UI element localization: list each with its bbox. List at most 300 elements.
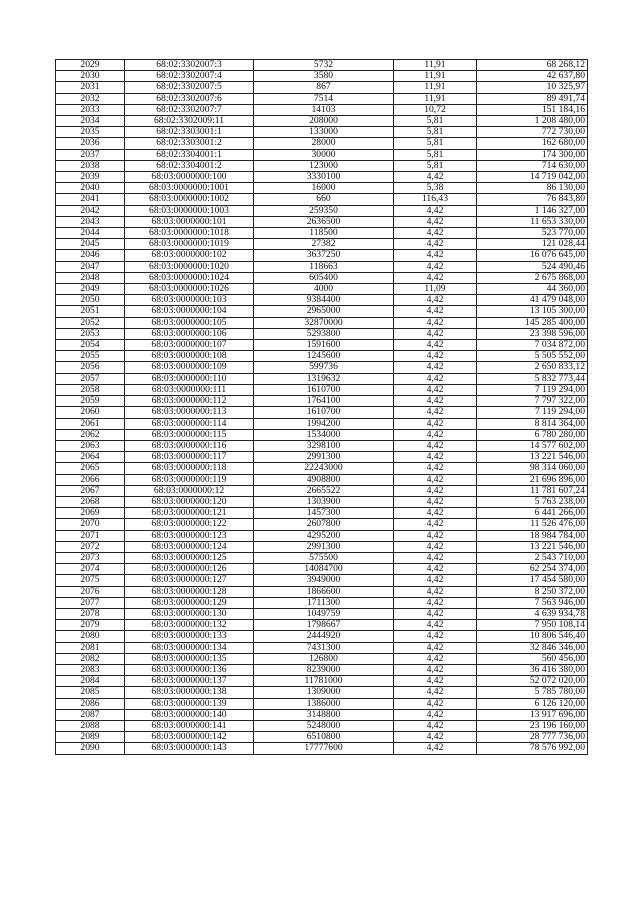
area-cell: 123000 (254, 160, 394, 171)
rate-cell: 4,42 (394, 216, 477, 227)
rate-cell: 4,42 (394, 250, 477, 261)
cadastral-number-cell: 68:03:0000000:123 (125, 530, 254, 541)
cadastral-number-cell: 68:03:0000000:124 (125, 541, 254, 552)
row-number-cell: 2046 (56, 250, 125, 261)
row-number-cell: 2047 (56, 261, 125, 272)
value-cell: 13 221 546,00 (477, 452, 588, 463)
area-cell: 2965000 (254, 306, 394, 317)
area-cell: 5248000 (254, 720, 394, 731)
row-number-cell: 2062 (56, 429, 125, 440)
table-row (56, 687, 588, 698)
cadastral-number-cell: 68:03:0000000:116 (125, 440, 254, 451)
row-number-cell: 2070 (56, 519, 125, 530)
row-number-cell: 2049 (56, 284, 125, 295)
rate-cell: 4,42 (394, 239, 477, 250)
value-cell: 76 843,80 (477, 194, 588, 205)
table-row (56, 239, 588, 250)
cadastral-number-cell: 68:03:0000000:1001 (125, 183, 254, 194)
cadastral-value-table (55, 59, 588, 755)
rate-cell: 4,42 (394, 205, 477, 216)
area-cell: 575500 (254, 552, 394, 563)
area-cell: 1798667 (254, 620, 394, 631)
table-row (56, 261, 588, 272)
value-cell: 6 780 280,00 (477, 429, 588, 440)
area-cell: 3330100 (254, 172, 394, 183)
rate-cell: 4,42 (394, 407, 477, 418)
cadastral-number-cell: 68:03:0000000:126 (125, 564, 254, 575)
row-number-cell: 2057 (56, 373, 125, 384)
cadastral-number-cell: 68:03:0000000:108 (125, 351, 254, 362)
cadastral-number-cell: 68:03:0000000:141 (125, 720, 254, 731)
area-cell: 1245600 (254, 351, 394, 362)
table-row (56, 138, 588, 149)
area-cell: 32870000 (254, 317, 394, 328)
cadastral-number-cell: 68:02:3302007:5 (125, 82, 254, 93)
area-cell: 118500 (254, 228, 394, 239)
row-number-cell: 2054 (56, 340, 125, 351)
area-cell: 1049759 (254, 608, 394, 619)
cadastral-number-cell: 68:03:0000000:133 (125, 631, 254, 642)
value-cell: 10 325,97 (477, 82, 588, 93)
area-cell: 3580 (254, 71, 394, 82)
rate-cell: 4,42 (394, 586, 477, 597)
area-cell: 2665522 (254, 485, 394, 496)
cadastral-number-cell: 68:03:0000000:111 (125, 384, 254, 395)
row-number-cell: 2080 (56, 631, 125, 642)
cadastral-number-cell: 68:03:0000000:1020 (125, 261, 254, 272)
cadastral-number-cell: 68:03:0000000:120 (125, 496, 254, 507)
area-cell: 1319632 (254, 373, 394, 384)
value-cell: 13 221 546,00 (477, 541, 588, 552)
table-row (56, 530, 588, 541)
cadastral-number-cell: 68:03:0000000:105 (125, 317, 254, 328)
area-cell: 3148800 (254, 709, 394, 720)
rate-cell: 4,42 (394, 508, 477, 519)
rate-cell: 4,42 (394, 351, 477, 362)
table-row (56, 396, 588, 407)
row-number-cell: 2050 (56, 295, 125, 306)
table-row (56, 732, 588, 743)
rate-cell: 4,42 (394, 228, 477, 239)
area-cell: 605400 (254, 272, 394, 283)
area-cell: 2444920 (254, 631, 394, 642)
value-cell: 2 675 868,00 (477, 272, 588, 283)
table-row (56, 407, 588, 418)
value-cell: 8 250 372,00 (477, 586, 588, 597)
rate-cell: 5,81 (394, 127, 477, 138)
table-row (56, 373, 588, 384)
row-number-cell: 2065 (56, 463, 125, 474)
cadastral-number-cell: 68:03:0000000:101 (125, 216, 254, 227)
value-cell: 32 846 346,00 (477, 642, 588, 653)
table-row (56, 485, 588, 496)
table-row (56, 93, 588, 104)
row-number-cell: 2039 (56, 172, 125, 183)
area-cell: 4000 (254, 284, 394, 295)
area-cell: 1303900 (254, 496, 394, 507)
rate-cell: 4,42 (394, 418, 477, 429)
row-number-cell: 2086 (56, 698, 125, 709)
rate-cell: 4,42 (394, 552, 477, 563)
value-cell: 7 119 294,00 (477, 384, 588, 395)
row-number-cell: 2089 (56, 732, 125, 743)
cadastral-number-cell: 68:03:0000000:104 (125, 306, 254, 317)
row-number-cell: 2059 (56, 396, 125, 407)
value-cell: 13 917 696,00 (477, 709, 588, 720)
area-cell: 1386000 (254, 698, 394, 709)
area-cell: 5293800 (254, 328, 394, 339)
row-number-cell: 2052 (56, 317, 125, 328)
value-cell: 86 130,00 (477, 183, 588, 194)
row-number-cell: 2084 (56, 676, 125, 687)
cadastral-number-cell: 68:03:0000000:129 (125, 597, 254, 608)
row-number-cell: 2058 (56, 384, 125, 395)
area-cell: 126800 (254, 653, 394, 664)
rate-cell: 4,42 (394, 261, 477, 272)
value-cell: 151 184,16 (477, 104, 588, 115)
table-row (56, 496, 588, 507)
rate-cell: 4,42 (394, 642, 477, 653)
table-row (56, 340, 588, 351)
table-row (56, 60, 588, 71)
value-cell: 174 300,00 (477, 149, 588, 160)
rate-cell: 4,42 (394, 743, 477, 754)
rate-cell: 4,42 (394, 440, 477, 451)
value-cell: 8 814 364,00 (477, 418, 588, 429)
cadastral-number-cell: 68:03:0000000:114 (125, 418, 254, 429)
rate-cell: 4,42 (394, 676, 477, 687)
row-number-cell: 2087 (56, 709, 125, 720)
area-cell: 1610700 (254, 384, 394, 395)
rate-cell: 5,81 (394, 138, 477, 149)
table-row (56, 228, 588, 239)
table-row (56, 351, 588, 362)
table-row (56, 429, 588, 440)
cadastral-number-cell: 68:02:3303001:2 (125, 138, 254, 149)
table-row (56, 328, 588, 339)
table-row (56, 250, 588, 261)
row-number-cell: 2033 (56, 104, 125, 115)
value-cell: 11 653 330,00 (477, 216, 588, 227)
cadastral-number-cell: 68:03:0000000:125 (125, 552, 254, 563)
row-number-cell: 2044 (56, 228, 125, 239)
table-row (56, 676, 588, 687)
area-cell: 660 (254, 194, 394, 205)
table-row (56, 216, 588, 227)
area-cell: 28000 (254, 138, 394, 149)
value-cell: 162 680,00 (477, 138, 588, 149)
value-cell: 5 785 780,00 (477, 687, 588, 698)
cadastral-number-cell: 68:02:3302007:4 (125, 71, 254, 82)
rate-cell: 4,42 (394, 272, 477, 283)
row-number-cell: 2071 (56, 530, 125, 541)
cadastral-number-cell: 68:03:0000000:135 (125, 653, 254, 664)
cadastral-number-cell: 68:03:0000000:137 (125, 676, 254, 687)
area-cell: 1457300 (254, 508, 394, 519)
value-cell: 11 781 607,24 (477, 485, 588, 496)
value-cell: 4 639 934,78 (477, 608, 588, 619)
value-cell: 18 984 784,00 (477, 530, 588, 541)
table-row (56, 541, 588, 552)
area-cell: 2991300 (254, 541, 394, 552)
value-cell: 1 208 480,00 (477, 116, 588, 127)
cadastral-number-cell: 68:03:0000000:113 (125, 407, 254, 418)
cadastral-number-cell: 68:03:0000000:1002 (125, 194, 254, 205)
rate-cell: 4,42 (394, 362, 477, 373)
value-cell: 7 563 946,00 (477, 597, 588, 608)
table-row (56, 384, 588, 395)
row-number-cell: 2030 (56, 71, 125, 82)
table-row (56, 575, 588, 586)
table-row (56, 463, 588, 474)
table-row (56, 440, 588, 451)
cadastral-number-cell: 68:03:0000000:142 (125, 732, 254, 743)
value-cell: 62 254 374,00 (477, 564, 588, 575)
value-cell: 1 146 327,00 (477, 205, 588, 216)
row-number-cell: 2053 (56, 328, 125, 339)
table-row (56, 664, 588, 675)
value-cell: 523 770,00 (477, 228, 588, 239)
row-number-cell: 2079 (56, 620, 125, 631)
value-cell: 2 650 833,12 (477, 362, 588, 373)
area-cell: 30000 (254, 149, 394, 160)
area-cell: 1866600 (254, 586, 394, 597)
area-cell: 1309000 (254, 687, 394, 698)
area-cell: 8239000 (254, 664, 394, 675)
row-number-cell: 2077 (56, 597, 125, 608)
table-row (56, 317, 588, 328)
rate-cell: 4,42 (394, 306, 477, 317)
rate-cell: 11,91 (394, 82, 477, 93)
row-number-cell: 2041 (56, 194, 125, 205)
area-cell: 1534000 (254, 429, 394, 440)
rate-cell: 4,42 (394, 474, 477, 485)
table-row (56, 620, 588, 631)
cadastral-number-cell: 68:03:0000000:12 (125, 485, 254, 496)
row-number-cell: 2037 (56, 149, 125, 160)
row-number-cell: 2082 (56, 653, 125, 664)
value-cell: 560 456,00 (477, 653, 588, 664)
table-row (56, 586, 588, 597)
cadastral-number-cell: 68:03:0000000:1003 (125, 205, 254, 216)
area-cell: 14084700 (254, 564, 394, 575)
value-cell: 21 696 896,00 (477, 474, 588, 485)
row-number-cell: 2056 (56, 362, 125, 373)
cadastral-number-cell: 68:03:0000000:112 (125, 396, 254, 407)
row-number-cell: 2048 (56, 272, 125, 283)
rate-cell: 4,42 (394, 608, 477, 619)
cadastral-number-cell: 68:03:0000000:106 (125, 328, 254, 339)
value-cell: 6 441 266,00 (477, 508, 588, 519)
row-number-cell: 2042 (56, 205, 125, 216)
row-number-cell: 2045 (56, 239, 125, 250)
area-cell: 2991300 (254, 452, 394, 463)
table-row (56, 709, 588, 720)
cadastral-number-cell: 68:03:0000000:121 (125, 508, 254, 519)
area-cell: 3298100 (254, 440, 394, 451)
cadastral-number-cell: 68:03:0000000:143 (125, 743, 254, 754)
value-cell: 2 543 710,00 (477, 552, 588, 563)
row-number-cell: 2066 (56, 474, 125, 485)
value-cell: 10 806 546,40 (477, 631, 588, 642)
rate-cell: 11,91 (394, 93, 477, 104)
value-cell: 6 126 120,00 (477, 698, 588, 709)
row-number-cell: 2075 (56, 575, 125, 586)
row-number-cell: 2067 (56, 485, 125, 496)
row-number-cell: 2068 (56, 496, 125, 507)
row-number-cell: 2055 (56, 351, 125, 362)
cadastral-number-cell: 68:02:3302007:6 (125, 93, 254, 104)
cadastral-number-cell: 68:03:0000000:1019 (125, 239, 254, 250)
table-body (56, 60, 588, 755)
table-row (56, 284, 588, 295)
value-cell: 13 105 300,00 (477, 306, 588, 317)
area-cell: 208000 (254, 116, 394, 127)
cadastral-number-cell: 68:03:0000000:136 (125, 664, 254, 675)
cadastral-number-cell: 68:03:0000000:103 (125, 295, 254, 306)
rate-cell: 4,42 (394, 631, 477, 642)
rate-cell: 4,42 (394, 620, 477, 631)
area-cell: 3637250 (254, 250, 394, 261)
area-cell: 1610700 (254, 407, 394, 418)
cadastral-number-cell: 68:03:0000000:1018 (125, 228, 254, 239)
cadastral-number-cell: 68:03:0000000:139 (125, 698, 254, 709)
table-row (56, 306, 588, 317)
table-row (56, 552, 588, 563)
area-cell: 1711300 (254, 597, 394, 608)
value-cell: 52 072 020,00 (477, 676, 588, 687)
rate-cell: 4,42 (394, 373, 477, 384)
area-cell: 118663 (254, 261, 394, 272)
area-cell: 2607800 (254, 519, 394, 530)
rate-cell: 4,42 (394, 429, 477, 440)
rate-cell: 4,42 (394, 732, 477, 743)
table-row (56, 183, 588, 194)
value-cell: 121 028,44 (477, 239, 588, 250)
row-number-cell: 2061 (56, 418, 125, 429)
rate-cell: 4,42 (394, 384, 477, 395)
value-cell: 145 285 400,00 (477, 317, 588, 328)
row-number-cell: 2081 (56, 642, 125, 653)
area-cell: 7431300 (254, 642, 394, 653)
value-cell: 16 076 645,00 (477, 250, 588, 261)
table-row (56, 205, 588, 216)
area-cell: 7514 (254, 93, 394, 104)
rate-cell: 4,42 (394, 452, 477, 463)
cadastral-number-cell: 68:03:0000000:134 (125, 642, 254, 653)
cadastral-number-cell: 68:03:0000000:132 (125, 620, 254, 631)
row-number-cell: 2090 (56, 743, 125, 754)
value-cell: 7 119 294,00 (477, 407, 588, 418)
cadastral-number-cell: 68:03:0000000:119 (125, 474, 254, 485)
rate-cell: 4,42 (394, 485, 477, 496)
table-row (56, 698, 588, 709)
rate-cell: 4,42 (394, 653, 477, 664)
area-cell: 599736 (254, 362, 394, 373)
area-cell: 11781000 (254, 676, 394, 687)
table-row (56, 194, 588, 205)
area-cell: 867 (254, 82, 394, 93)
table-row (56, 631, 588, 642)
rate-cell: 4,42 (394, 317, 477, 328)
row-number-cell: 2063 (56, 440, 125, 451)
table-row (56, 608, 588, 619)
value-cell: 17 454 580,00 (477, 575, 588, 586)
table-row (56, 519, 588, 530)
cadastral-number-cell: 68:02:3302007:7 (125, 104, 254, 115)
value-cell: 5 763 238,00 (477, 496, 588, 507)
row-number-cell: 2078 (56, 608, 125, 619)
table-row (56, 116, 588, 127)
table-row (56, 127, 588, 138)
area-cell: 4908800 (254, 474, 394, 485)
cadastral-number-cell: 68:03:0000000:140 (125, 709, 254, 720)
cadastral-number-cell: 68:03:0000000:100 (125, 172, 254, 183)
value-cell: 89 491,74 (477, 93, 588, 104)
area-cell: 9384400 (254, 295, 394, 306)
rate-cell: 4,42 (394, 463, 477, 474)
rate-cell: 10,72 (394, 104, 477, 115)
rate-cell: 4,42 (394, 328, 477, 339)
row-number-cell: 2072 (56, 541, 125, 552)
row-number-cell: 2043 (56, 216, 125, 227)
area-cell: 27382 (254, 239, 394, 250)
rate-cell: 5,81 (394, 116, 477, 127)
table-row (56, 362, 588, 373)
value-cell: 98 314 060,00 (477, 463, 588, 474)
area-cell: 3949000 (254, 575, 394, 586)
row-number-cell: 2038 (56, 160, 125, 171)
row-number-cell: 2036 (56, 138, 125, 149)
row-number-cell: 2040 (56, 183, 125, 194)
value-cell: 14 719 042,00 (477, 172, 588, 183)
table-row (56, 418, 588, 429)
cadastral-number-cell: 68:03:0000000:128 (125, 586, 254, 597)
cadastral-number-cell: 68:03:0000000:118 (125, 463, 254, 474)
table-row (56, 295, 588, 306)
rate-cell: 4,42 (394, 295, 477, 306)
rate-cell: 4,42 (394, 597, 477, 608)
rate-cell: 11,91 (394, 71, 477, 82)
row-number-cell: 2064 (56, 452, 125, 463)
value-cell: 78 576 992,00 (477, 743, 588, 754)
table-row (56, 720, 588, 731)
cadastral-number-cell: 68:03:0000000:138 (125, 687, 254, 698)
value-cell: 524 490,46 (477, 261, 588, 272)
cadastral-number-cell: 68:03:0000000:102 (125, 250, 254, 261)
area-cell: 1764100 (254, 396, 394, 407)
rate-cell: 11,91 (394, 60, 477, 71)
area-cell: 1994200 (254, 418, 394, 429)
value-cell: 23 196 160,00 (477, 720, 588, 731)
table-row (56, 71, 588, 82)
rate-cell: 4,42 (394, 172, 477, 183)
value-cell: 772 730,00 (477, 127, 588, 138)
table-row (56, 474, 588, 485)
row-number-cell: 2034 (56, 116, 125, 127)
value-cell: 11 526 476,00 (477, 519, 588, 530)
row-number-cell: 2035 (56, 127, 125, 138)
area-cell: 17777600 (254, 743, 394, 754)
cadastral-number-cell: 68:03:0000000:115 (125, 429, 254, 440)
table-row (56, 160, 588, 171)
area-cell: 22243000 (254, 463, 394, 474)
value-cell: 7 034 872,00 (477, 340, 588, 351)
row-number-cell: 2083 (56, 664, 125, 675)
area-cell: 14103 (254, 104, 394, 115)
value-cell: 5 832 773,44 (477, 373, 588, 384)
area-cell: 6510800 (254, 732, 394, 743)
